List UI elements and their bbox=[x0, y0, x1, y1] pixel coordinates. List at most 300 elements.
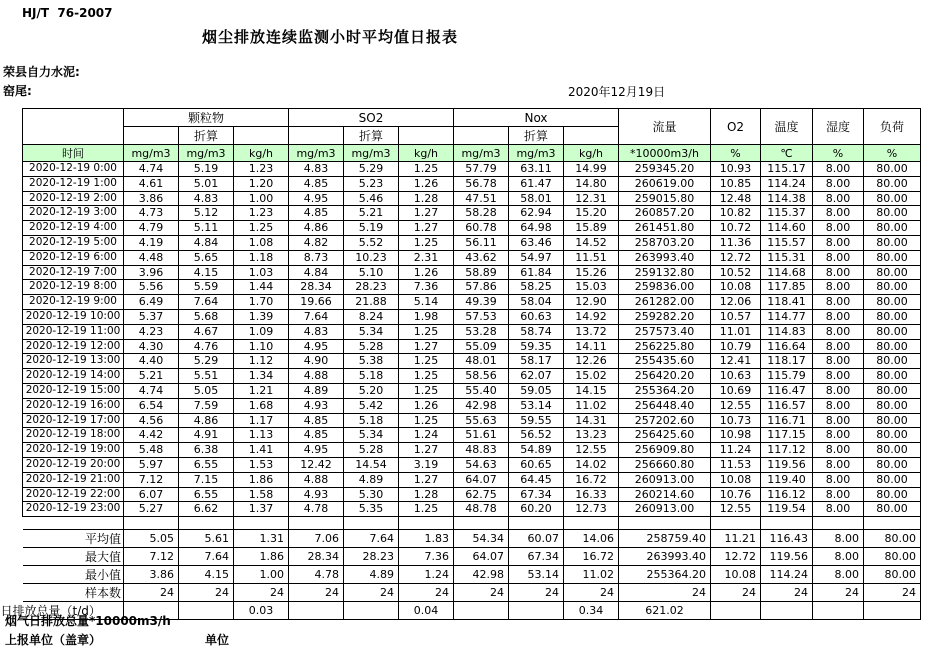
value-cell: 61.84 bbox=[509, 265, 564, 280]
value-cell: 4.30 bbox=[124, 339, 179, 354]
value-cell: 1.12 bbox=[234, 354, 289, 369]
value-cell: 116.64 bbox=[761, 339, 813, 354]
value-cell: 80.00 bbox=[864, 457, 921, 472]
value-cell: 16.72 bbox=[564, 548, 619, 566]
value-cell: 1.00 bbox=[234, 566, 289, 584]
value-cell: 119.56 bbox=[761, 457, 813, 472]
value-cell: 58.89 bbox=[454, 265, 509, 280]
value-cell: 4.61 bbox=[124, 176, 179, 191]
value-cell: 58.28 bbox=[454, 206, 509, 221]
value-cell: 1.53 bbox=[234, 457, 289, 472]
value-cell: 80.00 bbox=[864, 191, 921, 206]
value-cell: 28.23 bbox=[344, 280, 399, 295]
subcol-empty bbox=[124, 127, 179, 145]
value-cell: 5.59 bbox=[179, 280, 234, 295]
value-cell: 260857.20 bbox=[619, 206, 711, 221]
time-cell: 2020-12-19 3:00 bbox=[23, 206, 124, 221]
value-cell bbox=[344, 602, 399, 620]
value-cell: 115.57 bbox=[761, 235, 813, 250]
table-row bbox=[23, 191, 921, 206]
value-cell: 115.79 bbox=[761, 369, 813, 384]
time-header-spacer bbox=[23, 109, 124, 145]
site-label: 窑尾: bbox=[3, 84, 32, 98]
value-cell: 14.99 bbox=[564, 162, 619, 177]
value-cell: 15.89 bbox=[564, 221, 619, 236]
value-cell: 59.55 bbox=[509, 413, 564, 428]
value-cell: 10.57 bbox=[711, 309, 761, 324]
value-cell: 5.52 bbox=[344, 235, 399, 250]
time-cell: 2020-12-19 21:00 bbox=[23, 472, 124, 487]
value-cell: 8.00 bbox=[813, 235, 864, 250]
spacer-cell bbox=[761, 517, 813, 530]
value-cell: 1.20 bbox=[234, 176, 289, 191]
value-cell: 8.73 bbox=[289, 250, 344, 265]
table-body bbox=[0, 162, 921, 620]
value-cell: 80.00 bbox=[864, 472, 921, 487]
value-cell: 114.38 bbox=[761, 191, 813, 206]
value-cell: 10.08 bbox=[711, 280, 761, 295]
table-row bbox=[23, 472, 921, 487]
value-cell: 1.13 bbox=[234, 428, 289, 443]
value-cell: 4.23 bbox=[124, 324, 179, 339]
value-cell: 54.89 bbox=[509, 443, 564, 458]
reporting-unit-label: 上报单位（盖章） bbox=[5, 633, 102, 647]
value-cell: 12.90 bbox=[564, 295, 619, 310]
time-cell: 2020-12-19 20:00 bbox=[23, 457, 124, 472]
value-cell: 80.00 bbox=[864, 443, 921, 458]
value-cell: 1.86 bbox=[234, 472, 289, 487]
value-cell bbox=[509, 602, 564, 620]
spacer-cell bbox=[564, 517, 619, 530]
col-temp: 温度 bbox=[761, 109, 813, 145]
value-cell: 24 bbox=[399, 584, 454, 602]
value-cell: 4.67 bbox=[179, 324, 234, 339]
value-cell: 8.24 bbox=[344, 309, 399, 324]
value-cell: 1.28 bbox=[399, 191, 454, 206]
value-cell: 4.19 bbox=[124, 235, 179, 250]
unit-cell: % bbox=[711, 145, 761, 162]
value-cell: 1.27 bbox=[399, 472, 454, 487]
value-cell: 5.18 bbox=[344, 369, 399, 384]
value-cell: 5.29 bbox=[179, 354, 234, 369]
value-cell: 4.42 bbox=[124, 428, 179, 443]
value-cell: 10.52 bbox=[711, 265, 761, 280]
value-cell: 5.65 bbox=[179, 250, 234, 265]
value-cell: 7.12 bbox=[124, 472, 179, 487]
value-cell: 257202.60 bbox=[619, 413, 711, 428]
value-cell: 4.82 bbox=[289, 235, 344, 250]
value-cell: 116.71 bbox=[761, 413, 813, 428]
value-cell: 80.00 bbox=[864, 428, 921, 443]
value-cell: 14.11 bbox=[564, 339, 619, 354]
value-cell: 5.46 bbox=[344, 191, 399, 206]
time-cell: 2020-12-19 22:00 bbox=[23, 487, 124, 502]
value-cell: 8.00 bbox=[813, 162, 864, 177]
value-cell: 59.35 bbox=[509, 339, 564, 354]
total-label-text: 日排放总量（t/d） bbox=[0, 604, 101, 619]
value-cell bbox=[813, 602, 864, 620]
unit-cell: mg/m3 bbox=[344, 145, 399, 162]
value-cell: 5.23 bbox=[344, 176, 399, 191]
value-cell: 1.25 bbox=[399, 413, 454, 428]
value-cell: 5.18 bbox=[344, 413, 399, 428]
value-cell: 1.41 bbox=[234, 443, 289, 458]
value-cell: 1.83 bbox=[399, 530, 454, 548]
value-cell: 5.05 bbox=[179, 383, 234, 398]
value-cell: 8.00 bbox=[813, 428, 864, 443]
unit-cell: % bbox=[813, 145, 864, 162]
value-cell: 119.40 bbox=[761, 472, 813, 487]
value-cell: 5.28 bbox=[344, 339, 399, 354]
value-cell: 8.00 bbox=[813, 502, 864, 517]
value-cell: 5.19 bbox=[179, 162, 234, 177]
subcol-empty bbox=[289, 127, 344, 145]
value-cell: 12.72 bbox=[711, 250, 761, 265]
value-cell: 80.00 bbox=[864, 295, 921, 310]
value-cell: 7.64 bbox=[289, 309, 344, 324]
value-cell: 8.00 bbox=[813, 566, 864, 584]
value-cell: 12.55 bbox=[564, 443, 619, 458]
value-cell: 1.27 bbox=[399, 443, 454, 458]
value-cell: 4.78 bbox=[289, 566, 344, 584]
value-cell: 43.62 bbox=[454, 250, 509, 265]
time-cell: 2020-12-19 1:00 bbox=[23, 176, 124, 191]
value-cell: 1.37 bbox=[234, 502, 289, 517]
value-cell: 116.12 bbox=[761, 487, 813, 502]
time-cell: 2020-12-19 18:00 bbox=[23, 428, 124, 443]
value-cell: 4.83 bbox=[289, 324, 344, 339]
value-cell: 258759.40 bbox=[619, 530, 711, 548]
value-cell: 114.77 bbox=[761, 309, 813, 324]
value-cell: 8.00 bbox=[813, 548, 864, 566]
value-cell: 5.42 bbox=[344, 398, 399, 413]
value-cell: 114.83 bbox=[761, 324, 813, 339]
table-row bbox=[23, 295, 921, 310]
value-cell: 4.88 bbox=[289, 369, 344, 384]
value-cell: 5.21 bbox=[124, 369, 179, 384]
value-cell: 53.28 bbox=[454, 324, 509, 339]
value-cell: 24 bbox=[564, 584, 619, 602]
value-cell: 63.11 bbox=[509, 162, 564, 177]
value-cell: 10.63 bbox=[711, 369, 761, 384]
value-cell bbox=[179, 602, 234, 620]
company-label: 荣县自力水泥: bbox=[3, 65, 80, 79]
value-cell: 24 bbox=[344, 584, 399, 602]
time-cell: 2020-12-19 12:00 bbox=[23, 339, 124, 354]
value-cell: 42.98 bbox=[454, 398, 509, 413]
value-cell: 10.08 bbox=[711, 566, 761, 584]
value-cell: 4.48 bbox=[124, 250, 179, 265]
value-cell: 1.00 bbox=[234, 191, 289, 206]
value-cell: 1.09 bbox=[234, 324, 289, 339]
value-cell: 24 bbox=[234, 584, 289, 602]
time-cell: 2020-12-19 19:00 bbox=[23, 443, 124, 458]
value-cell: 56.11 bbox=[454, 235, 509, 250]
value-cell: 11.01 bbox=[711, 324, 761, 339]
col-humidity: 湿度 bbox=[813, 109, 864, 145]
report-title: 烟尘排放连续监测小时平均值日报表 bbox=[201, 28, 458, 46]
value-cell: 5.97 bbox=[124, 457, 179, 472]
value-cell: 24 bbox=[454, 584, 509, 602]
value-cell: 2.31 bbox=[399, 250, 454, 265]
value-cell: 14.80 bbox=[564, 176, 619, 191]
value-cell: 5.68 bbox=[179, 309, 234, 324]
value-cell: 4.74 bbox=[124, 162, 179, 177]
unit-cell: *10000m3/h bbox=[619, 145, 711, 162]
value-cell: 14.15 bbox=[564, 383, 619, 398]
value-cell: 80.00 bbox=[864, 383, 921, 398]
value-cell: 8.00 bbox=[813, 530, 864, 548]
value-cell: 10.93 bbox=[711, 162, 761, 177]
value-cell: 62.75 bbox=[454, 487, 509, 502]
value-cell: 7.36 bbox=[399, 280, 454, 295]
value-cell: 4.86 bbox=[179, 413, 234, 428]
value-cell: 1.24 bbox=[399, 566, 454, 584]
subcol-empty bbox=[399, 127, 454, 145]
value-cell bbox=[289, 602, 344, 620]
value-cell: 4.90 bbox=[289, 354, 344, 369]
value-cell: 621.02 bbox=[619, 602, 711, 620]
value-cell: 59.05 bbox=[509, 383, 564, 398]
value-cell: 1.25 bbox=[399, 502, 454, 517]
table-row bbox=[23, 250, 921, 265]
value-cell: 80.00 bbox=[864, 502, 921, 517]
value-cell: 58.56 bbox=[454, 369, 509, 384]
value-cell: 256425.60 bbox=[619, 428, 711, 443]
summary-label: 最小值 bbox=[23, 566, 124, 584]
spacer-cell bbox=[509, 517, 564, 530]
value-cell: 8.00 bbox=[813, 221, 864, 236]
value-cell: 7.64 bbox=[344, 530, 399, 548]
value-cell: 0.04 bbox=[399, 602, 454, 620]
value-cell: 1.34 bbox=[234, 369, 289, 384]
col-load: 负荷 bbox=[864, 109, 921, 145]
time-cell: 2020-12-19 6:00 bbox=[23, 250, 124, 265]
value-cell: 1.31 bbox=[234, 530, 289, 548]
value-cell: 8.00 bbox=[813, 443, 864, 458]
col-group-nox: Nox bbox=[454, 109, 619, 127]
value-cell: 263993.40 bbox=[619, 250, 711, 265]
value-cell: 4.74 bbox=[124, 383, 179, 398]
value-cell: 24 bbox=[509, 584, 564, 602]
value-cell: 7.15 bbox=[179, 472, 234, 487]
value-cell: 6.49 bbox=[124, 295, 179, 310]
value-cell: 7.59 bbox=[179, 398, 234, 413]
value-cell: 5.27 bbox=[124, 502, 179, 517]
value-cell: 8.00 bbox=[813, 472, 864, 487]
value-cell: 64.98 bbox=[509, 221, 564, 236]
value-cell: 8.00 bbox=[813, 354, 864, 369]
value-cell: 53.14 bbox=[509, 398, 564, 413]
value-cell: 19.66 bbox=[289, 295, 344, 310]
time-cell: 2020-12-19 13:00 bbox=[23, 354, 124, 369]
value-cell: 80.00 bbox=[864, 280, 921, 295]
value-cell: 4.95 bbox=[289, 443, 344, 458]
value-cell: 4.40 bbox=[124, 354, 179, 369]
value-cell: 5.20 bbox=[344, 383, 399, 398]
value-cell: 1.03 bbox=[234, 265, 289, 280]
value-cell: 12.55 bbox=[711, 502, 761, 517]
value-cell: 8.00 bbox=[813, 398, 864, 413]
value-cell: 12.26 bbox=[564, 354, 619, 369]
time-cell: 2020-12-19 16:00 bbox=[23, 398, 124, 413]
value-cell: 1.39 bbox=[234, 309, 289, 324]
col-group-pm: 颗粒物 bbox=[124, 109, 289, 127]
value-cell: 5.51 bbox=[179, 369, 234, 384]
value-cell: 10.85 bbox=[711, 176, 761, 191]
value-cell: 256909.80 bbox=[619, 443, 711, 458]
value-cell: 4.93 bbox=[289, 487, 344, 502]
time-cell: 2020-12-19 4:00 bbox=[23, 221, 124, 236]
spacer-cell bbox=[124, 517, 179, 530]
value-cell: 8.00 bbox=[813, 309, 864, 324]
value-cell: 24 bbox=[813, 584, 864, 602]
time-cell: 2020-12-19 0:00 bbox=[23, 162, 124, 177]
value-cell: 28.34 bbox=[289, 280, 344, 295]
spacer-cell bbox=[864, 517, 921, 530]
summary-row bbox=[23, 566, 921, 584]
value-cell: 261451.80 bbox=[619, 221, 711, 236]
value-cell: 1.27 bbox=[399, 221, 454, 236]
value-cell: 42.98 bbox=[454, 566, 509, 584]
value-cell: 119.56 bbox=[761, 548, 813, 566]
value-cell: 11.02 bbox=[564, 398, 619, 413]
value-cell: 14.92 bbox=[564, 309, 619, 324]
value-cell: 80.00 bbox=[864, 339, 921, 354]
value-cell: 116.57 bbox=[761, 398, 813, 413]
value-cell: 4.91 bbox=[179, 428, 234, 443]
value-cell: 80.00 bbox=[864, 176, 921, 191]
value-cell: 80.00 bbox=[864, 324, 921, 339]
value-cell: 4.89 bbox=[344, 472, 399, 487]
value-cell: 57.53 bbox=[454, 309, 509, 324]
time-cell: 2020-12-19 14:00 bbox=[23, 369, 124, 384]
value-cell: 3.96 bbox=[124, 265, 179, 280]
value-cell: 14.31 bbox=[564, 413, 619, 428]
value-cell: 58.74 bbox=[509, 324, 564, 339]
value-cell: 5.38 bbox=[344, 354, 399, 369]
value-cell: 5.61 bbox=[179, 530, 234, 548]
table-row bbox=[23, 383, 921, 398]
table-row bbox=[23, 265, 921, 280]
col-o2: O2 bbox=[711, 109, 761, 145]
table-row bbox=[23, 398, 921, 413]
subcol-converted-nox: 折算 bbox=[509, 127, 564, 145]
value-cell: 54.97 bbox=[509, 250, 564, 265]
spacer-cell bbox=[813, 517, 864, 530]
value-cell: 1.25 bbox=[399, 369, 454, 384]
value-cell: 8.00 bbox=[813, 413, 864, 428]
value-cell: 24 bbox=[289, 584, 344, 602]
value-cell: 263993.40 bbox=[619, 548, 711, 566]
summary-label: 样本数 bbox=[23, 584, 124, 602]
value-cell: 80.00 bbox=[864, 354, 921, 369]
value-cell: 1.27 bbox=[399, 206, 454, 221]
spacer-cell bbox=[23, 517, 124, 530]
value-cell: 11.02 bbox=[564, 566, 619, 584]
value-cell: 4.85 bbox=[289, 428, 344, 443]
value-cell: 24 bbox=[761, 584, 813, 602]
value-cell: 1.25 bbox=[399, 354, 454, 369]
value-cell: 4.83 bbox=[289, 162, 344, 177]
value-cell: 80.00 bbox=[864, 162, 921, 177]
value-cell: 5.29 bbox=[344, 162, 399, 177]
value-cell: 11.53 bbox=[711, 457, 761, 472]
value-cell: 24 bbox=[864, 584, 921, 602]
table-row bbox=[23, 309, 921, 324]
value-cell: 51.61 bbox=[454, 428, 509, 443]
value-cell: 4.85 bbox=[289, 413, 344, 428]
value-cell: 12.55 bbox=[711, 398, 761, 413]
value-cell: 24 bbox=[179, 584, 234, 602]
value-cell: 1.28 bbox=[399, 487, 454, 502]
value-cell: 80.00 bbox=[864, 369, 921, 384]
value-cell: 5.14 bbox=[399, 295, 454, 310]
value-cell: 13.72 bbox=[564, 324, 619, 339]
subcol-empty bbox=[234, 127, 289, 145]
value-cell: 12.72 bbox=[711, 548, 761, 566]
value-cell: 28.23 bbox=[344, 548, 399, 566]
value-cell: 8.00 bbox=[813, 487, 864, 502]
value-cell: 4.83 bbox=[179, 191, 234, 206]
value-cell: 80.00 bbox=[864, 487, 921, 502]
value-cell: 8.00 bbox=[813, 457, 864, 472]
value-cell: 7.36 bbox=[399, 548, 454, 566]
value-cell: 3.19 bbox=[399, 457, 454, 472]
table-row bbox=[23, 162, 921, 177]
value-cell: 0.34 bbox=[564, 602, 619, 620]
time-cell: 2020-12-19 23:00 bbox=[23, 502, 124, 517]
value-cell: 54.63 bbox=[454, 457, 509, 472]
value-cell: 4.56 bbox=[124, 413, 179, 428]
value-cell: 4.93 bbox=[289, 398, 344, 413]
value-cell: 5.37 bbox=[124, 309, 179, 324]
value-cell: 54.34 bbox=[454, 530, 509, 548]
unit-cell: mg/m3 bbox=[509, 145, 564, 162]
value-cell: 53.14 bbox=[509, 566, 564, 584]
value-cell: 8.00 bbox=[813, 280, 864, 295]
value-cell: 1.08 bbox=[234, 235, 289, 250]
value-cell: 15.03 bbox=[564, 280, 619, 295]
value-cell: 4.73 bbox=[124, 206, 179, 221]
time-cell: 2020-12-19 11:00 bbox=[23, 324, 124, 339]
value-cell: 60.63 bbox=[509, 309, 564, 324]
value-cell: 56.78 bbox=[454, 176, 509, 191]
value-cell: 8.00 bbox=[813, 369, 864, 384]
value-cell: 21.88 bbox=[344, 295, 399, 310]
value-cell: 64.07 bbox=[454, 548, 509, 566]
value-cell: 10.76 bbox=[711, 487, 761, 502]
value-cell: 1.27 bbox=[399, 339, 454, 354]
value-cell: 118.17 bbox=[761, 354, 813, 369]
value-cell: 5.05 bbox=[124, 530, 179, 548]
value-cell: 114.60 bbox=[761, 221, 813, 236]
value-cell: 24 bbox=[619, 584, 711, 602]
value-cell: 115.17 bbox=[761, 162, 813, 177]
value-cell: 259015.80 bbox=[619, 191, 711, 206]
time-cell: 2020-12-19 10:00 bbox=[23, 309, 124, 324]
table-row bbox=[23, 413, 921, 428]
value-cell: 1.68 bbox=[234, 398, 289, 413]
value-cell: 15.02 bbox=[564, 369, 619, 384]
value-cell: 1.26 bbox=[399, 398, 454, 413]
unit-label: 单位 bbox=[205, 633, 230, 647]
value-cell: 1.25 bbox=[399, 324, 454, 339]
table-header bbox=[23, 109, 921, 162]
value-cell: 115.37 bbox=[761, 206, 813, 221]
value-cell: 261282.00 bbox=[619, 295, 711, 310]
value-cell: 256660.80 bbox=[619, 457, 711, 472]
